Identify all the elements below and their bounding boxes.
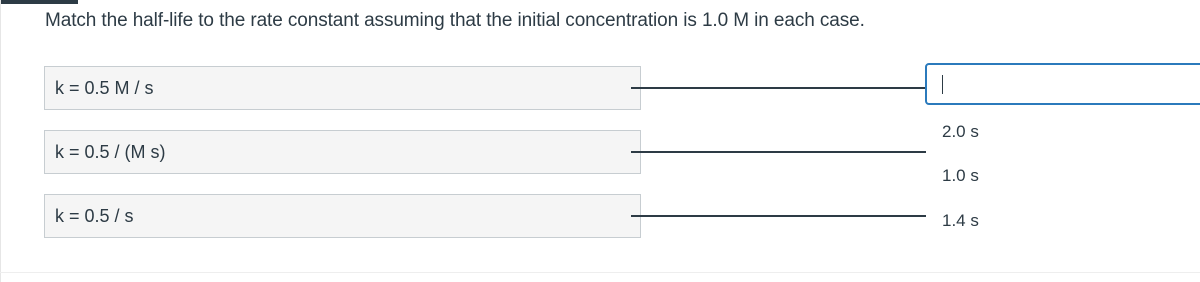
text-caret <box>942 75 943 94</box>
prompt-label: k = 0.5 / (M s) <box>44 130 641 174</box>
dropdown-option[interactable]: 1.4 s <box>942 211 979 230</box>
answer-dropdown-list <box>926 106 1200 246</box>
answer-select[interactable] <box>925 63 1200 105</box>
dropdown-option[interactable]: 1.0 s <box>942 166 979 185</box>
top-accent-bar <box>0 0 78 4</box>
connector-line <box>631 215 926 217</box>
question-text: Match the half-life to the rate constant assuming that the initial concentration is 1.0 M in each case. <box>45 10 865 31</box>
dropdown-option[interactable]: 2.0 s <box>942 122 979 141</box>
connector-line <box>631 87 926 89</box>
prompt-label: k = 0.5 / s <box>44 194 641 238</box>
left-border <box>0 0 1 282</box>
prompt-label: k = 0.5 M / s <box>44 66 641 110</box>
connector-line <box>631 151 926 153</box>
section-divider <box>0 272 1200 273</box>
